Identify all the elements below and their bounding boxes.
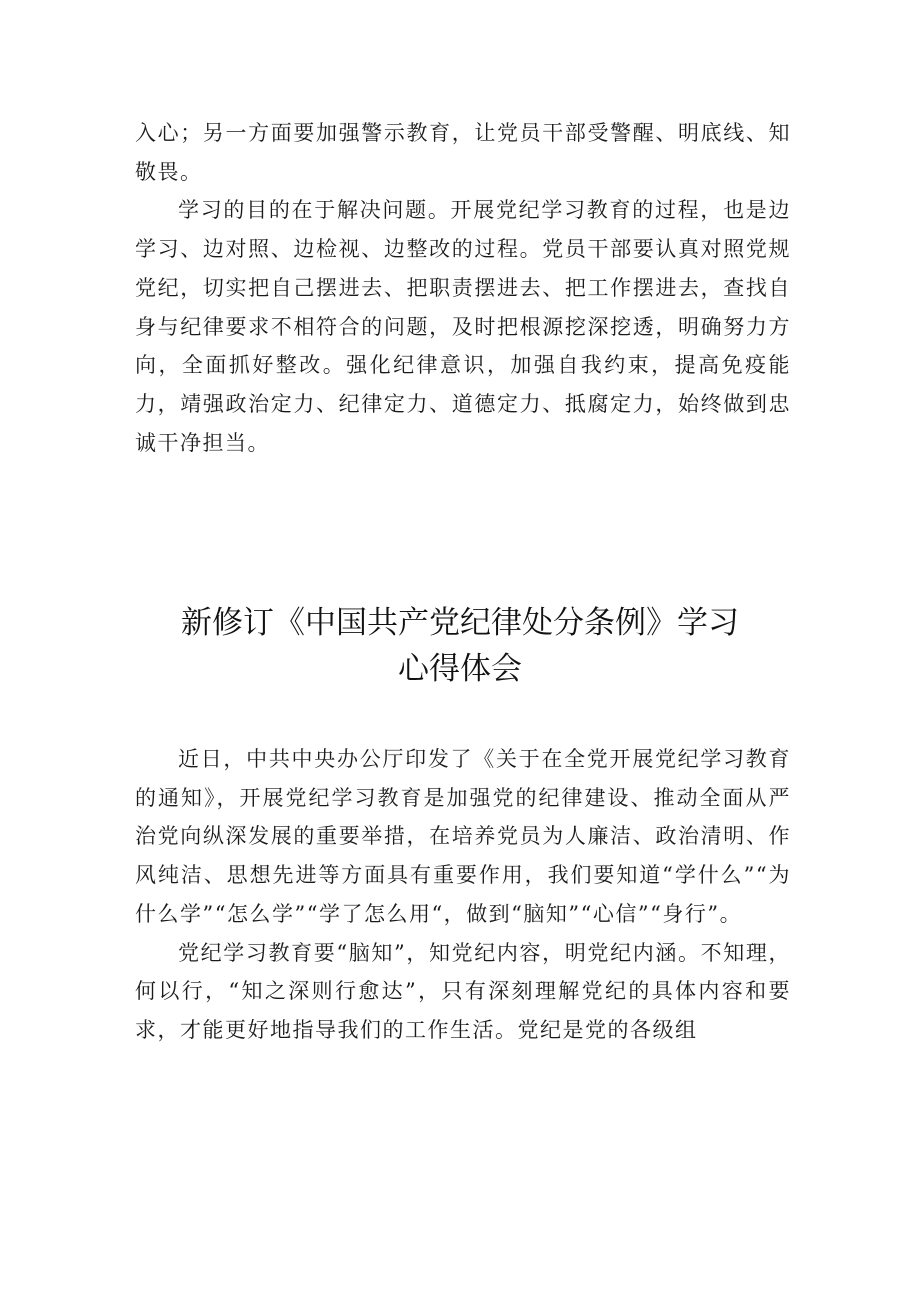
- article-paragraph-1: 近日，中共中央办公厅印发了《关于在全党开展党纪学习教育的通知》，开展党纪学习教育是加强党的纪律建设、推动全面从严治党向纵深发展的重要举措，在培养党员为人廉洁、政治清明、作风纯洁、思想先进等方面具有重要作用，我们要知道“学什么”“为什么学”“怎么学”“学了怎么用“，做到“脑知”“心信”“身行”。: [135, 747, 791, 926]
- article-paragraph-2: 党纪学习教育要“脑知”，知党纪内容，明党纪内涵。不知理，何以行，“知之深则行愈达”，只有深刻理解党纪的具体内容和要求，才能更好地指导我们的工作生活。党纪是党的各级组: [135, 940, 791, 1042]
- article-title: [120, 600, 800, 692]
- article-body: [135, 740, 791, 1050]
- section1-paragraph-2: 学习的目的在于解决问题。开展党纪学习教育的过程，也是边学习、边对照、边检视、边整改的过程。党员干部要认真对照党规党纪，切实把自己摆进去、把职责摆进去、把工作摆进去，查找自身与纪律要求不相符合的问题，及时把根源挖深挖透，明确努力方向，全面抓好整改。强化纪律意识，加强自我约束，提高免疫能力，靖强政治定力、纪律定力、道德定力、抵腐定力，始终做到忠诚干净担当。: [135, 198, 791, 455]
- article-title-line-1: 新修订《中国共产党纪律处分条例》学习: [181, 605, 739, 641]
- article-title-line-2: 心得体会: [398, 651, 522, 687]
- section1-paragraph-1: 入心；另一方面要加强警示教育，让党员干部受警醒、明底线、知敬畏。: [135, 121, 791, 184]
- section1-body: [135, 114, 791, 462]
